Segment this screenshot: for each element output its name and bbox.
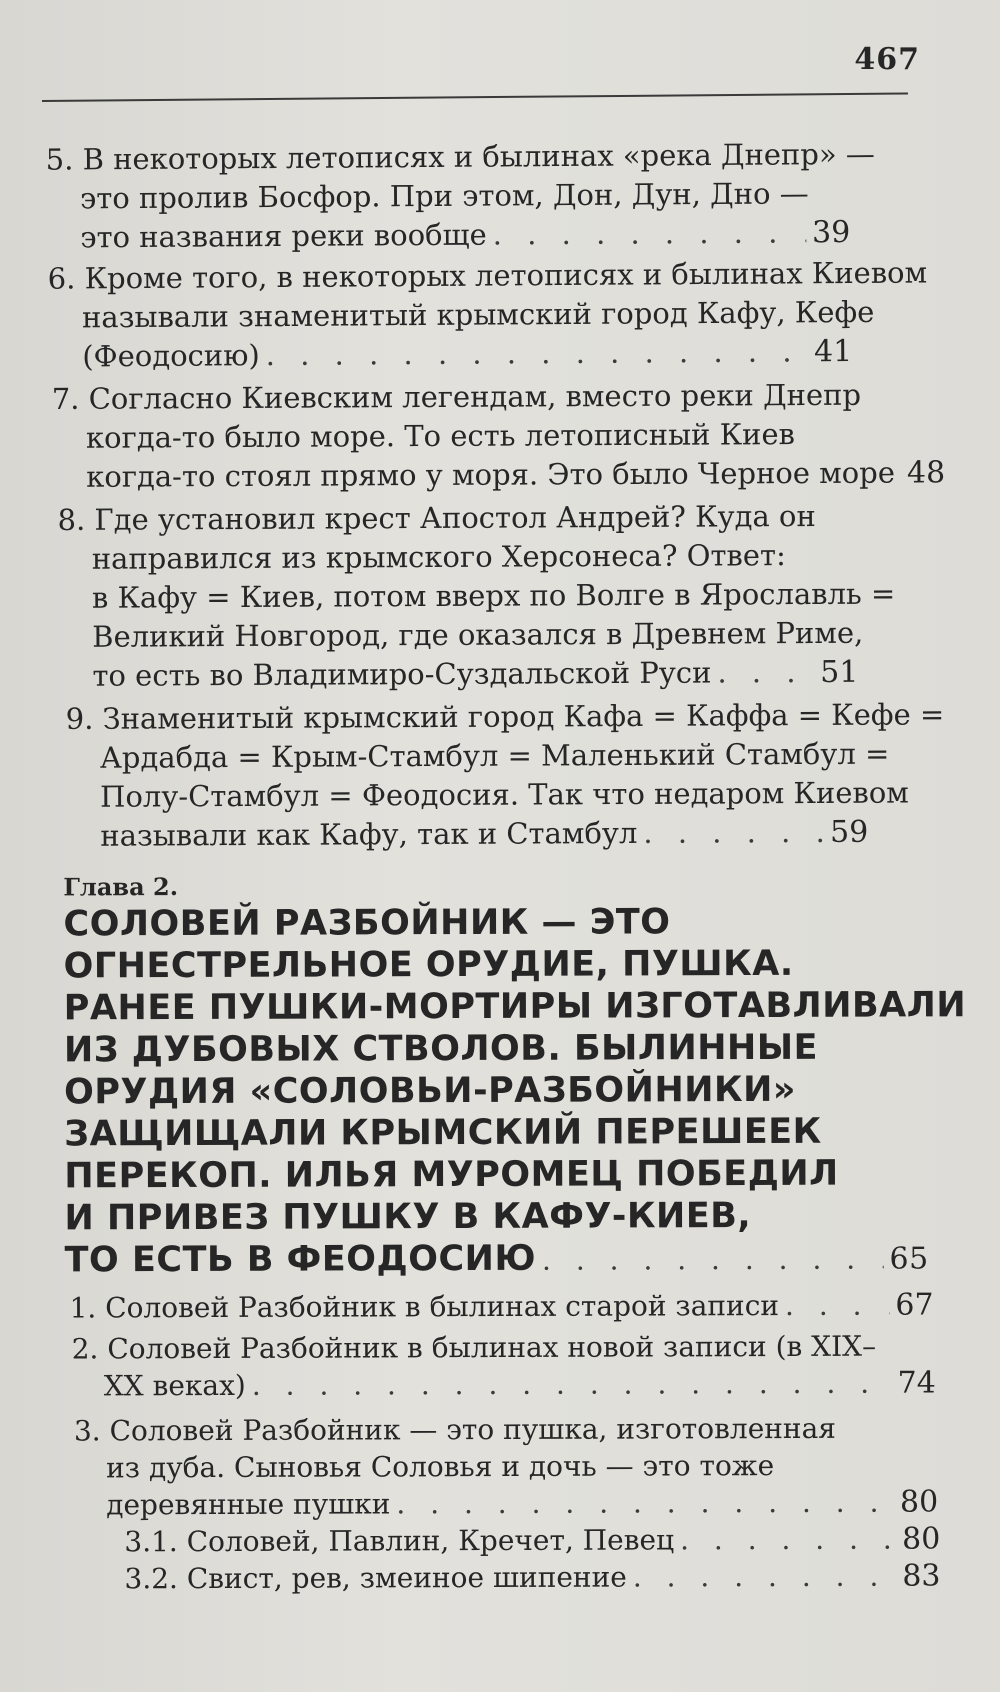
- entry-page: 48: [906, 455, 946, 491]
- entry-number: 3.2.: [124, 1562, 178, 1596]
- toc-entry-leader: XX веках) . . . 74: [104, 1364, 936, 1404]
- toc-entry-line: 9. Знаменитый крымский город Кафа = Каффа = Кефе =: [65, 697, 945, 736]
- entry-page: 51: [820, 654, 859, 690]
- entry-page: 80: [899, 1484, 939, 1520]
- entry-number: 3.1.: [124, 1525, 178, 1559]
- entry-number: 3.: [73, 1414, 101, 1448]
- toc-entry-line: из дуба. Сыновья Соловья и дочь — это тоже: [106, 1449, 775, 1485]
- chapter-block: [0, 868, 967, 1283]
- page-number: 467: [854, 42, 920, 77]
- dot-leader: [717, 653, 814, 693]
- entry-page: 67: [895, 1287, 934, 1323]
- toc-entry-line: 2. Соловей Разбойник в былинах новой записи (в XIX–: [71, 1329, 877, 1366]
- toc-entry-line: когда-то было море. То есть летописный Киев: [85, 417, 796, 455]
- dot-leader: [266, 332, 809, 375]
- toc-entry-2-2: [0, 1327, 936, 1404]
- toc-entry-line: Полу-Стамбул = Феодосия. Так что недаром Киевом: [100, 775, 909, 814]
- toc-entry-line: направился из крымского Херсонеса? Ответ:: [91, 538, 786, 576]
- toc-entry-leader: когда-то стоял прямо у моря. Это было Черное море . . . 48: [86, 454, 856, 497]
- entry-page: 83: [902, 1558, 941, 1594]
- toc-entry-line: называли знаменитый крымский город Кафу, Кефе: [81, 294, 875, 335]
- entry-number: 8.: [57, 502, 86, 537]
- dot-leader: [493, 213, 807, 254]
- toc-entry-2-3-1: [0, 1520, 940, 1560]
- chapter-sections: [0, 1286, 1000, 1597]
- chapter-page: 65: [889, 1241, 929, 1277]
- entry-page: 80: [902, 1521, 941, 1557]
- toc-entry-leader: (Феодосию) . . . 41: [82, 332, 852, 376]
- header-rule: [42, 92, 908, 102]
- entry-page: 39: [811, 215, 851, 251]
- toc-entry-leader: 3.1. Соловей, Павлин, Кречет, Певец . . . 80: [124, 1520, 940, 1560]
- dot-leader: [785, 1287, 889, 1324]
- dot-leader: [680, 1521, 896, 1559]
- toc-entry-line: 6. Кроме того, в некоторых летописях и былинах Киевом: [47, 255, 928, 296]
- entry-page: 41: [813, 334, 853, 370]
- dot-leader: [542, 1239, 884, 1282]
- toc-entry-line: 8. Где установил крест Апостол Андрей? Куда он: [57, 498, 816, 537]
- dot-leader: [252, 1365, 892, 1404]
- toc-entry-line: 3. Соловей Разбойник — это пушка, изготовленная: [73, 1411, 836, 1448]
- entry-number: 6.: [47, 261, 76, 296]
- chapter-title-leader: ТО ЕСТЬ В ФЕОДОСИЮ . . . 65: [65, 1236, 929, 1283]
- toc-entry-2-3: [0, 1409, 938, 1523]
- dot-leader: [633, 1558, 897, 1596]
- toc-entry-line: 5. В некоторых летописях и былинах «река Днепр» —: [45, 136, 875, 177]
- chapter-title: СОЛОВЕЙ РАЗБОЙНИК — ЭТО ОГНЕСТРЕЛЬНОЕ ОРУДИЕ, ПУШКА. РАНЕЕ ПУШКИ-МОРТИРЫ ИЗГОТАВЛИВАЛИ ИЗ ДУБОВЫХ СТВОЛОВ. БЫЛИННЫЕ ОРУДИЯ «СОЛОВЬИ-РАЗБОЙНИКИ» ЗАЩИЩАЛИ КРЫМСКИЙ ПЕРЕШЕЕК ПЕРЕКОП. ИЛЬЯ МУРОМЕЦ ПОБЕДИЛ И ПРИВЕЗ ПУШКУ В КАФУ-КИЕВ, ТО ЕСТЬ В ФЕОДОСИЮ . . . 65: [63, 900, 928, 1283]
- toc-entry-line: это пролив Босфор. При этом, Дон, Дун, Дно —: [79, 176, 809, 216]
- entry-number: 2.: [71, 1332, 99, 1366]
- toc-entry-2-1: [0, 1286, 934, 1326]
- toc-entry-2-3-2: [0, 1557, 940, 1597]
- toc-entry-line: в Кафу = Киев, потом вверх по Волге в Ярославль =: [91, 576, 896, 615]
- toc-entry-leader: называли как Кафу, так и Стамбул . . . 59: [100, 813, 868, 856]
- toc-entry-leader: деревянные пушки . . . 80: [106, 1483, 938, 1523]
- toc-entry-leader: 3.2. Свист, рев, змеиное шипение . . . 83: [124, 1557, 940, 1597]
- table-of-contents: [0, 138, 1000, 1596]
- toc-entry-7: [0, 376, 946, 497]
- toc-entry-line: Великий Новгород, где оказался в Древнем Риме,: [92, 615, 864, 654]
- toc-entry-8: [0, 497, 896, 696]
- toc-entry-line: 7. Согласно Киевским легендам, вместо реки Днепр: [51, 377, 862, 416]
- toc-entry-leader: то есть во Владимиро-Суздальской Руси . . . 51: [92, 653, 858, 696]
- entry-page: 74: [897, 1365, 936, 1401]
- entry-number: 5.: [45, 142, 74, 177]
- entry-page: 59: [830, 814, 869, 850]
- entry-number: 7.: [51, 381, 80, 416]
- dot-leader: [396, 1484, 894, 1523]
- toc-entry-5: [0, 135, 875, 258]
- toc-entry-leader: это названия реки вообще . . . 39: [80, 213, 850, 257]
- entry-number: 1.: [69, 1291, 97, 1325]
- toc-entry-line: Ардабда = Крым-Стамбул = Маленький Стамбул =: [99, 736, 890, 775]
- toc-entry-9: [0, 696, 945, 857]
- entry-number: 9.: [65, 701, 94, 736]
- dot-leader: [643, 813, 824, 853]
- toc-entry-leader: 1. Соловей Разбойник в былинах старой записи . . . 67: [69, 1286, 933, 1326]
- toc-entry-6: [0, 254, 928, 377]
- chapter-label: Глава 2.: [63, 871, 179, 902]
